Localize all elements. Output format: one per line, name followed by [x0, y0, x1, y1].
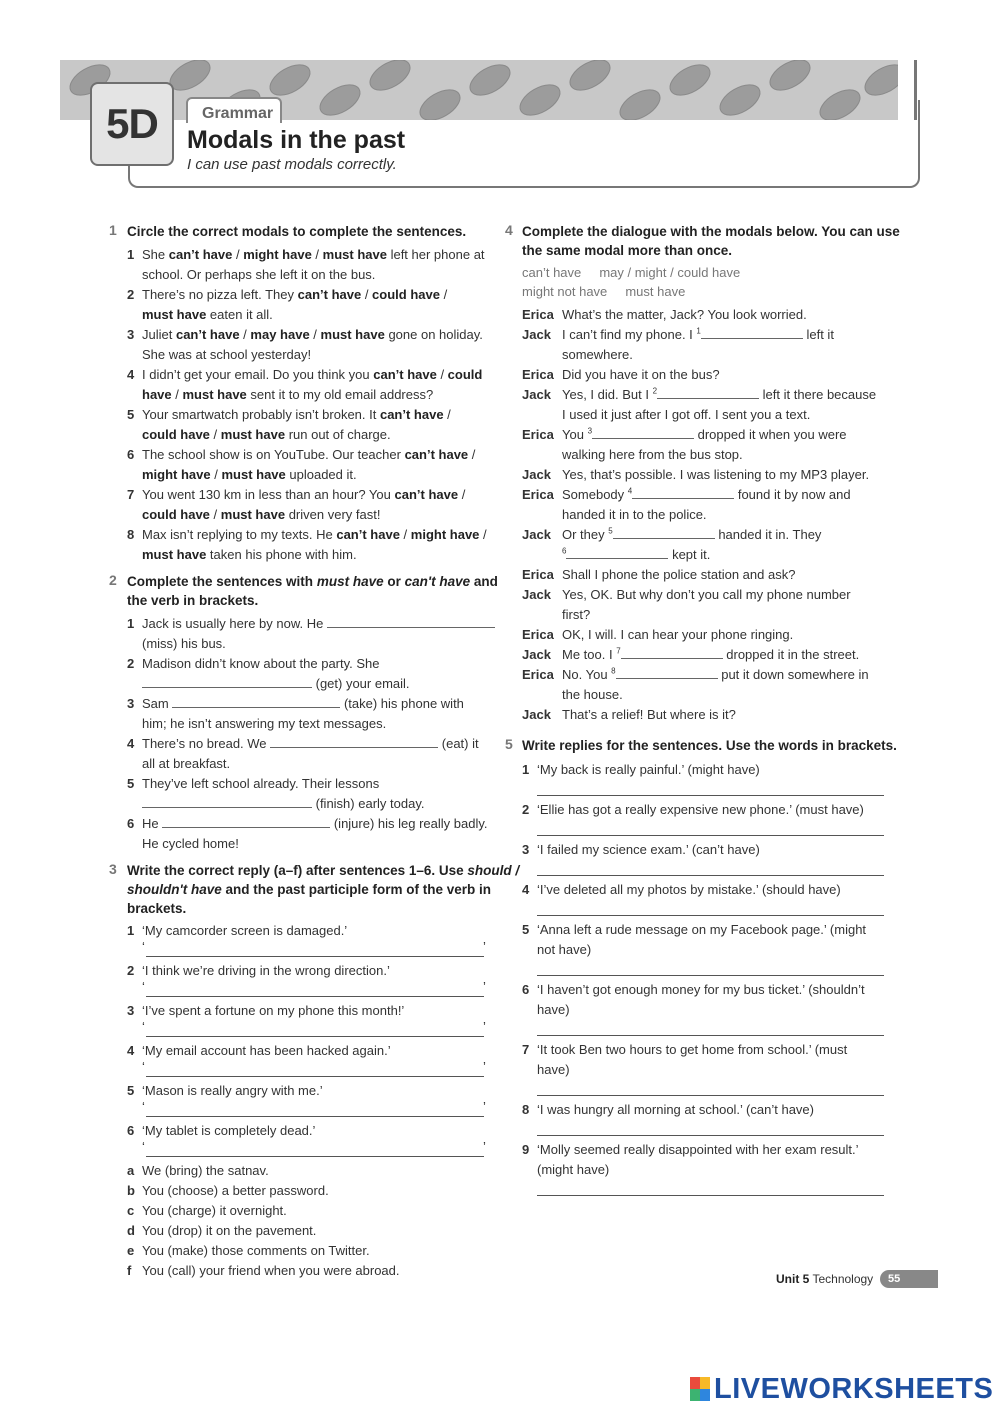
speaker-erica: Erica [522, 567, 554, 582]
answer-line[interactable] [146, 956, 484, 957]
answer-line[interactable] [537, 1135, 884, 1136]
ex3-prompt: ‘My email account has been hacked again.’ [142, 1043, 391, 1058]
ex1-sentence[interactable]: Your smartwatch probably isn’t broken. It can’t have / [142, 407, 451, 422]
dialogue-line-cont: first? [562, 607, 591, 622]
speaker-erica: Erica [522, 367, 554, 382]
item-number: 8 [522, 1102, 530, 1117]
dialogue-line: Me too. I $^7$ dropped it in the street. [562, 646, 860, 662]
answer-blank[interactable] [142, 795, 312, 808]
exercise-number: 4 [505, 222, 513, 238]
exercise-title-cont: the same modal more than once. [522, 243, 733, 258]
item-number: 1 [127, 247, 135, 262]
ex5-prompt: ‘I haven’t got enough money for my bus ticket.’ (shouldn’t [537, 982, 865, 997]
ex1-sentence[interactable]: You went 130 km in less than an hour? You can’t have / [142, 487, 466, 502]
ex3-prompt: ‘Mason is really angry with me.’ [142, 1083, 323, 1098]
option-letter: d [127, 1223, 135, 1238]
ex1-sentence-cont[interactable]: might have / must have uploaded it. [142, 467, 357, 482]
ex5-prompt: ‘I’ve deleted all my photos by mistake.’ (should have) [537, 882, 841, 897]
speaker-jack: Jack [522, 587, 551, 602]
ex1-sentence[interactable]: She can’t have / might have / must have left her phone at [142, 247, 485, 262]
ex5-prompt-cont: not have) [537, 942, 592, 957]
speaker-jack: Jack [522, 327, 551, 342]
exercise-title: Write replies for the sentences. Use the words in brackets. [522, 738, 897, 753]
ex3-prompt: ‘My tablet is completely dead.’ [142, 1123, 316, 1138]
answer-blank[interactable] [621, 646, 723, 659]
ex5-prompt: ‘My back is really painful.’ (might have) [537, 762, 760, 777]
close-quote: ’ [483, 1139, 486, 1154]
ex5-prompt: ‘I was hungry all morning at school.’ (can’t have) [537, 1102, 814, 1117]
item-number: 3 [127, 696, 135, 711]
item-number: 1 [522, 762, 530, 777]
close-quote: ’ [483, 1059, 486, 1074]
speaker-erica: Erica [522, 667, 554, 682]
ex1-sentence-cont[interactable]: could have / must have run out of charge. [142, 427, 391, 442]
dialogue-line: Did you have it on the bus? [562, 367, 720, 382]
answer-line[interactable] [146, 1156, 484, 1157]
item-number: 5 [522, 922, 530, 937]
ex2-sentence: They’ve left school already. Their lessons [142, 776, 380, 791]
item-number: 4 [127, 367, 135, 382]
option-text: You (make) those comments on Twitter. [142, 1243, 370, 1258]
ex1-sentence[interactable]: I didn’t get your email. Do you think you can’t have / could [142, 367, 483, 382]
answer-blank[interactable] [632, 486, 734, 499]
option-letter: f [127, 1263, 132, 1278]
exercise-number: 1 [109, 222, 117, 238]
answer-line[interactable] [146, 1116, 484, 1117]
dialogue-line: Or they $^5$ handed it in. They [562, 526, 822, 542]
item-number: 6 [522, 982, 530, 997]
answer-blank[interactable] [327, 615, 495, 628]
item-number: 5 [127, 776, 135, 791]
ex5-prompt: ‘Anna left a rude message on my Facebook page.’ (might [537, 922, 867, 937]
answer-line[interactable] [537, 795, 884, 796]
answer-blank[interactable] [566, 546, 668, 559]
option-text: You (drop) it on the pavement. [142, 1223, 317, 1238]
answer-blank[interactable] [172, 695, 340, 708]
exercise-title: Write the correct reply (a–f) after sentences 1–6. Use should / [127, 863, 520, 878]
speaker-jack: Jack [522, 467, 551, 482]
speaker-jack: Jack [522, 387, 551, 402]
speaker-erica: Erica [522, 487, 554, 502]
option-letter: a [127, 1163, 135, 1178]
dialogue-line: You $^3$ dropped it when you were [562, 426, 847, 442]
answer-line[interactable] [537, 1035, 884, 1036]
open-quote: ‘ [142, 1099, 145, 1114]
dialogue-line: Yes, I did. But I $^2$ left it there because [562, 386, 877, 402]
option-text: We (bring) the satnav. [142, 1163, 269, 1178]
option-letter: e [127, 1243, 135, 1258]
item-number: 5 [127, 1083, 135, 1098]
item-number: 4 [127, 1043, 135, 1058]
ex1-sentence[interactable]: The school show is on YouTube. Our teacher can’t have / [142, 447, 476, 462]
ex2-sentence: He (injure) his leg really badly. [142, 816, 488, 831]
open-quote: ‘ [142, 1019, 145, 1034]
dialogue-line: Yes, OK. But why don’t you call my phone number [562, 587, 851, 602]
item-number: 7 [127, 487, 135, 502]
open-quote: ‘ [142, 1139, 145, 1154]
item-number: 3 [127, 1003, 135, 1018]
ex5-prompt-cont: have) [537, 1002, 570, 1017]
item-number: 2 [127, 656, 135, 671]
item-number: 4 [127, 736, 135, 751]
ex1-sentence[interactable]: Max isn’t replying to my texts. He can’t have / might have / [142, 527, 487, 542]
word-box: can’t have may / might / could have [522, 265, 741, 280]
word-box: might not have must have [522, 284, 686, 299]
answer-blank[interactable] [701, 326, 803, 339]
option-text: You (choose) a better password. [142, 1183, 329, 1198]
speaker-jack: Jack [522, 527, 551, 542]
item-number: 1 [127, 616, 135, 631]
exercise-number: 5 [505, 736, 513, 752]
speaker-jack: Jack [522, 707, 551, 722]
open-quote: ‘ [142, 939, 145, 954]
ex2-sentence: Sam (take) his phone with [142, 696, 464, 711]
category-tab: Grammar [186, 97, 282, 123]
answer-line[interactable] [146, 1036, 484, 1037]
option-text: You (call) your friend when you were abroad. [142, 1263, 400, 1278]
dialogue-line: What’s the matter, Jack? You look worried. [562, 307, 807, 322]
ex1-sentence-cont[interactable]: must have eaten it all. [142, 307, 273, 322]
answer-line[interactable] [537, 835, 884, 836]
ex5-prompt: ‘It took Ben two hours to get home from school.’ (must [537, 1042, 848, 1057]
ex1-sentence[interactable]: Juliet can’t have / may have / must have gone on holiday. [142, 327, 483, 342]
answer-line[interactable] [146, 996, 484, 997]
dialogue-line-cont: I used it just after I got off. I sent you a text. [562, 407, 811, 422]
page-title: Modals in the past [187, 126, 406, 154]
page-number: 55 [880, 1270, 938, 1288]
item-number: 2 [522, 802, 530, 817]
dialogue-line: That’s a relief! But where is it? [562, 707, 736, 722]
ex2-sentence: Madison didn’t know about the party. She [142, 656, 380, 671]
answer-line[interactable] [537, 915, 884, 916]
ex5-prompt: ‘Ellie has got a really expensive new phone.’ (must have) [537, 802, 864, 817]
ex1-sentence-cont: She was at school yesterday! [142, 347, 312, 362]
ex1-sentence-cont[interactable]: have / must have sent it to my old email address? [142, 387, 434, 402]
ex5-prompt-cont: (might have) [537, 1162, 610, 1177]
close-quote: ’ [483, 979, 486, 994]
close-quote: ’ [483, 1099, 486, 1114]
liveworksheets-logo [690, 1372, 993, 1406]
footer-unit: Unit 5 Technology [776, 1272, 874, 1286]
answer-line[interactable] [537, 975, 884, 976]
exercise-title-cont: brackets. [127, 901, 187, 916]
ex5-prompt: ‘I failed my science exam.’ (can’t have) [537, 842, 760, 857]
ex2-sentence: Jack is usually here by now. He [142, 614, 495, 634]
speaker-erica: Erica [522, 307, 554, 322]
ex3-prompt: ‘I’ve spent a fortune on my phone this month!’ [142, 1003, 405, 1018]
exercise-title: Circle the correct modals to complete the sentences. [127, 224, 467, 239]
option-letter: b [127, 1183, 135, 1198]
item-number: 2 [127, 963, 135, 978]
item-number: 3 [522, 842, 530, 857]
liveworksheets-wordmark: LIVEWORKSHEETS [714, 1372, 994, 1405]
open-quote: ‘ [142, 1059, 145, 1074]
item-number: 1 [127, 923, 135, 938]
option-text: You (charge) it overnight. [142, 1203, 287, 1218]
ex1-sentence[interactable]: There’s no pizza left. They can’t have / could have / [142, 287, 448, 302]
answer-blank[interactable] [592, 426, 694, 439]
page-subtitle: I can use past modals correctly. [187, 156, 397, 173]
dialogue-line-cont: the house. [562, 687, 623, 702]
answer-blank[interactable] [616, 666, 718, 679]
answer-blank[interactable] [613, 526, 715, 539]
exercise-title: Complete the sentences with must have or can't have and [127, 574, 498, 589]
ex1-sentence-cont[interactable]: must have taken his phone with him. [142, 547, 357, 562]
answer-line[interactable] [537, 1195, 884, 1196]
speaker-erica: Erica [522, 627, 554, 642]
answer-line[interactable] [537, 1095, 884, 1096]
answer-blank[interactable] [657, 386, 759, 399]
liveworksheets-icon [690, 1377, 710, 1401]
answer-blank[interactable] [142, 675, 312, 688]
ex1-sentence-cont[interactable]: could have / must have driven very fast! [142, 507, 381, 522]
dialogue-line-cont: somewhere. [562, 347, 633, 362]
item-number: 4 [522, 882, 530, 897]
dialogue-line-cont: $^6$ kept it. [562, 546, 711, 562]
ex2-sentence-cont: all at breakfast. [142, 756, 231, 771]
item-number: 8 [127, 527, 135, 542]
answer-blank[interactable] [270, 735, 438, 748]
dialogue-line-cont: handed it in to the police. [562, 507, 707, 522]
dialogue-line: I can’t find my phone. I $^1$ left it [562, 326, 834, 342]
speaker-erica: Erica [522, 427, 554, 442]
dialogue-line: Somebody $^4$ found it by now and [562, 486, 851, 502]
item-number: 9 [522, 1142, 530, 1157]
item-number: 2 [127, 287, 135, 302]
ex1-sentence-cont: school. Or perhaps she left it on the bus. [142, 267, 376, 282]
exercise-number: 2 [109, 572, 117, 588]
exercise-title-cont: shouldn't have and the past participle form of the verb in [127, 882, 492, 897]
ex3-prompt: ‘My camcorder screen is damaged.’ [142, 923, 348, 938]
ex5-prompt-cont: have) [537, 1062, 570, 1077]
item-number: 6 [127, 816, 135, 831]
dialogue-line: No. You $^8$ put it down somewhere in [562, 666, 869, 682]
dialogue-line: Yes, that’s possible. I was listening to my MP3 player. [562, 467, 870, 482]
speaker-jack: Jack [522, 647, 551, 662]
ex2-sentence-cont: (get) your email. [142, 674, 410, 694]
item-number: 3 [127, 327, 135, 342]
answer-line[interactable] [146, 1076, 484, 1077]
item-number: 5 [127, 407, 135, 422]
exercise-number: 3 [109, 861, 117, 877]
close-quote: ’ [483, 939, 486, 954]
dialogue-line: Shall I phone the police station and ask? [562, 567, 796, 582]
ex5-prompt: ‘Molly seemed really disappointed with her exam result.’ [537, 1142, 859, 1157]
ex2-sentence-cont: him; he isn’t answering my text messages. [142, 716, 387, 731]
item-number: 6 [127, 447, 135, 462]
ex2-sentence-cont: He cycled home! [142, 836, 239, 851]
close-quote: ’ [483, 1019, 486, 1034]
exercise-title-cont: the verb in brackets. [127, 593, 259, 608]
open-quote: ‘ [142, 979, 145, 994]
ex2-sentence-cont: (finish) early today. [142, 794, 424, 814]
item-number: 7 [522, 1042, 530, 1057]
unit-code-box: 5D [90, 82, 174, 166]
answer-blank[interactable] [162, 815, 330, 828]
ex3-prompt: ‘I think we’re driving in the wrong direction.’ [142, 963, 390, 978]
option-letter: c [127, 1203, 135, 1218]
answer-line[interactable] [537, 875, 884, 876]
exercise-title: Complete the dialogue with the modals below. You can use [522, 224, 900, 239]
dialogue-line: OK, I will. I can hear your phone ringing. [562, 627, 794, 642]
dialogue-line-cont: walking here from the bus stop. [562, 447, 743, 462]
item-number: 6 [127, 1123, 135, 1138]
ex2-sentence: There’s no bread. We (eat) it [142, 736, 479, 751]
ex2-sentence-cont: (miss) his bus. [142, 636, 226, 651]
